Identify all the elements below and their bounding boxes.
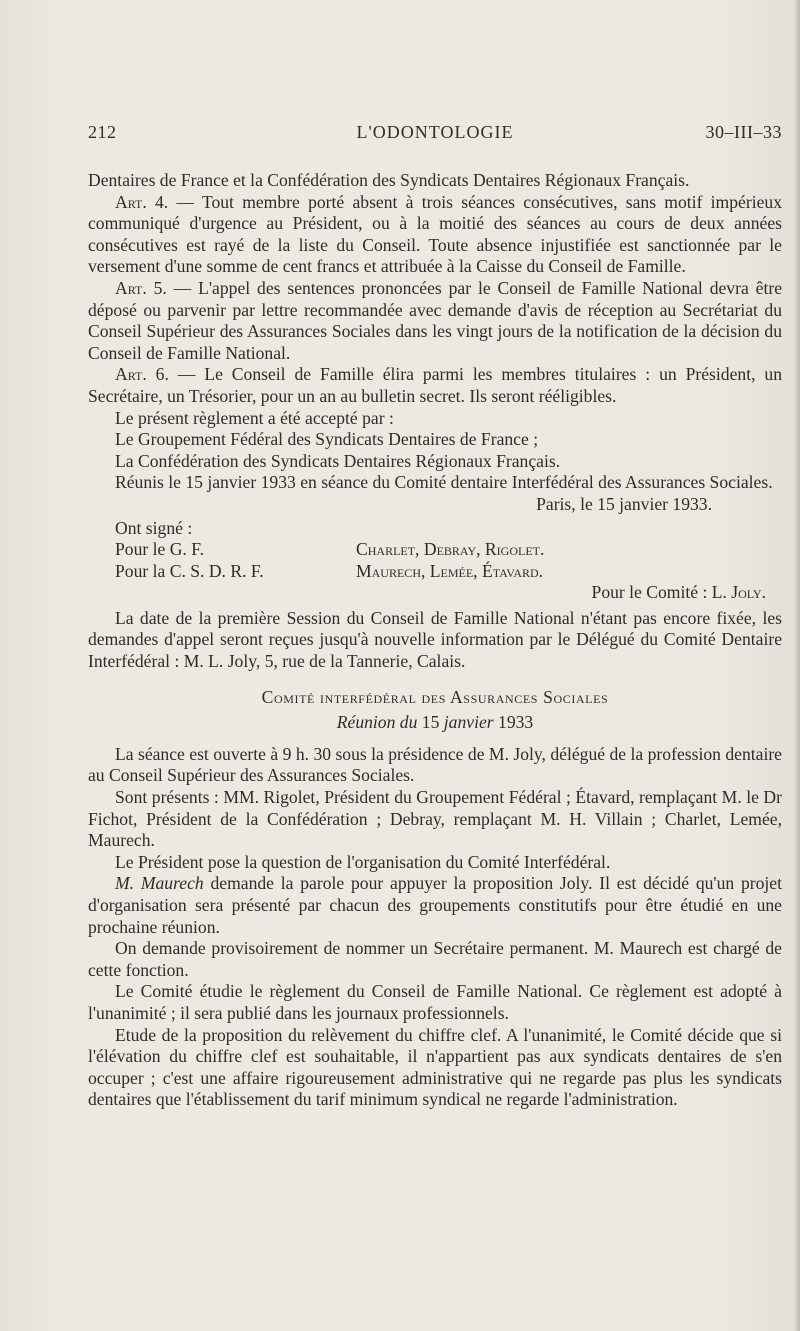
article-6-label: Art. 6. xyxy=(115,364,169,385)
committee-signature-name: L. Joly. xyxy=(711,582,766,603)
minutes-regulation: Le Comité étudie le règlement du Conseil de Famille National. Ce règlement est adopté à l'unanimité ; il sera publié dans les journaux professionnels. xyxy=(88,981,782,1023)
subheading-year: 1933 xyxy=(493,712,534,733)
signature-names: Charlet, Debray, Rigolet. xyxy=(356,539,545,560)
subheading-italic: Réunion du xyxy=(336,712,418,733)
accepted-intro: Le présent règlement a été accepté par : xyxy=(115,407,394,428)
section-heading: Comité interfédéral des Assurances Sociales xyxy=(261,686,609,707)
minutes-opening: La séance est ouverte à 9 h. 30 sous la présidence de M. Joly, délégué de la profession dentaire au Conseil Supérieur des Assurances Sociales. xyxy=(88,743,782,786)
minutes-maurech-text: demande la parole pour appuyer la proposition Joly. Il est décidé qu'un projet d'organisation sera présenté par chacun des groupements constitutifs pour être étudié en une prochaine réunion. xyxy=(88,873,783,937)
page-body xyxy=(88,170,782,1111)
minutes-maurech xyxy=(88,873,782,938)
minutes-secretary: On demande provisoirement de nommer un Secrétaire permanent. M. Maurech est chargé de cette fonction. xyxy=(88,938,782,980)
signature-names: Maurech, Lemée, Étavard. xyxy=(356,560,544,581)
minutes-attendance: Sont présents : MM. Rigolet, Président du Groupement Fédéral ; Étavard, remplaçant M. le Dr Fichot, Président de la Confédération ; Debray, remplaçant M. H. Villain ; Charlet, Lemée, Maurech. xyxy=(88,787,782,851)
article-4 xyxy=(88,192,782,278)
signature-row xyxy=(88,561,782,583)
article-5 xyxy=(88,278,782,364)
accepted-party-1: Le Groupement Fédéral des Syndicats Dentaires de France ; xyxy=(115,429,539,450)
minutes-question: Le Président pose la question de l'organisation du Comité Interfédéral. xyxy=(115,851,611,872)
page-number: 212 xyxy=(88,122,117,142)
signature-party: Pour le G. F. xyxy=(115,539,205,560)
running-header xyxy=(88,122,782,148)
paragraph-continuation: Dentaires de France et la Confédération des Syndicats Dentaires Régionaux Français. xyxy=(88,170,690,190)
meeting-note: Réunis le 15 janvier 1933 en séance du Comité dentaire Interfédéral des Assurances Sociales. xyxy=(115,472,773,493)
minutes-maurech-name: M. Maurech xyxy=(115,873,204,894)
subheading-day: 15 xyxy=(417,712,444,733)
issue-date: 30–III–33 xyxy=(705,122,782,142)
section-subheading xyxy=(88,712,782,734)
place-date: Paris, le 15 janvier 1933. xyxy=(536,493,712,514)
article-4-text: — Tout membre porté absent à trois séances consécutives, sans motif impérieux communiqué d'urgence au Président, ou à la moitié des séances au cours de deux années consécutives est rayé de la liste du Conseil. Toute absence injustifiée est sanctionnée par le versement d'une somme de cent francs et attribuée à la Caisse du Conseil de Famille. xyxy=(88,191,783,277)
accepted-party-2: La Confédération des Syndicats Dentaires Régionaux Français. xyxy=(115,450,561,471)
signed-label: Ont signé : xyxy=(115,517,193,538)
minutes-key-figure: Etude de la proposition du relèvement du chiffre clef. A l'unanimité, le Comité décide que si l'élévation du chiffre clef est souhaitable, il n'appartient pas aux syndicats dentaires de s'en occuper ; c'est une affaire rigoureusement administrative qui ne regarde pas plus les syndicats dentaires que l'établissement du tarif minimum syndical ne regarde l'administration. xyxy=(88,1024,782,1110)
committee-signature-label: Pour le Comité : xyxy=(591,582,712,603)
signature-row xyxy=(88,539,782,561)
committee-signature xyxy=(88,582,782,604)
article-6 xyxy=(88,364,782,407)
session-note: La date de la première Session du Conseil de Famille National n'étant pas encore fixée, les demandes d'appel seront reçues jusqu'à nouvelle information par le Délégué du Comité Dentaire Interfédéral : M. L. Joly, 5, rue de la Tannerie, Calais. xyxy=(88,607,782,672)
subheading-month: janvier xyxy=(443,712,494,733)
journal-title: L'ODONTOLOGIE xyxy=(356,122,514,142)
article-5-text: — L'appel des sentences prononcées par le Conseil de Famille National devra être déposé ou parvenir par lettre recommandée avec demande d'avis de réception au Secrétariat du Conseil Supérieur des Assurances Sociales dans les vingt jours de la notification de la décision du Conseil de Famille National. xyxy=(88,277,783,363)
article-4-label: Art. 4. xyxy=(115,191,169,212)
page-edge-shadow xyxy=(794,0,800,1331)
signature-party: Pour la C. S. D. R. F. xyxy=(115,560,264,581)
article-6-text: — Le Conseil de Famille élira parmi les membres titulaires : un Président, un Secrétaire, un Trésorier, pour un an au bulletin secret. Ils seront rééligibles. xyxy=(88,364,783,406)
article-5-label: Art. 5. xyxy=(115,277,167,298)
